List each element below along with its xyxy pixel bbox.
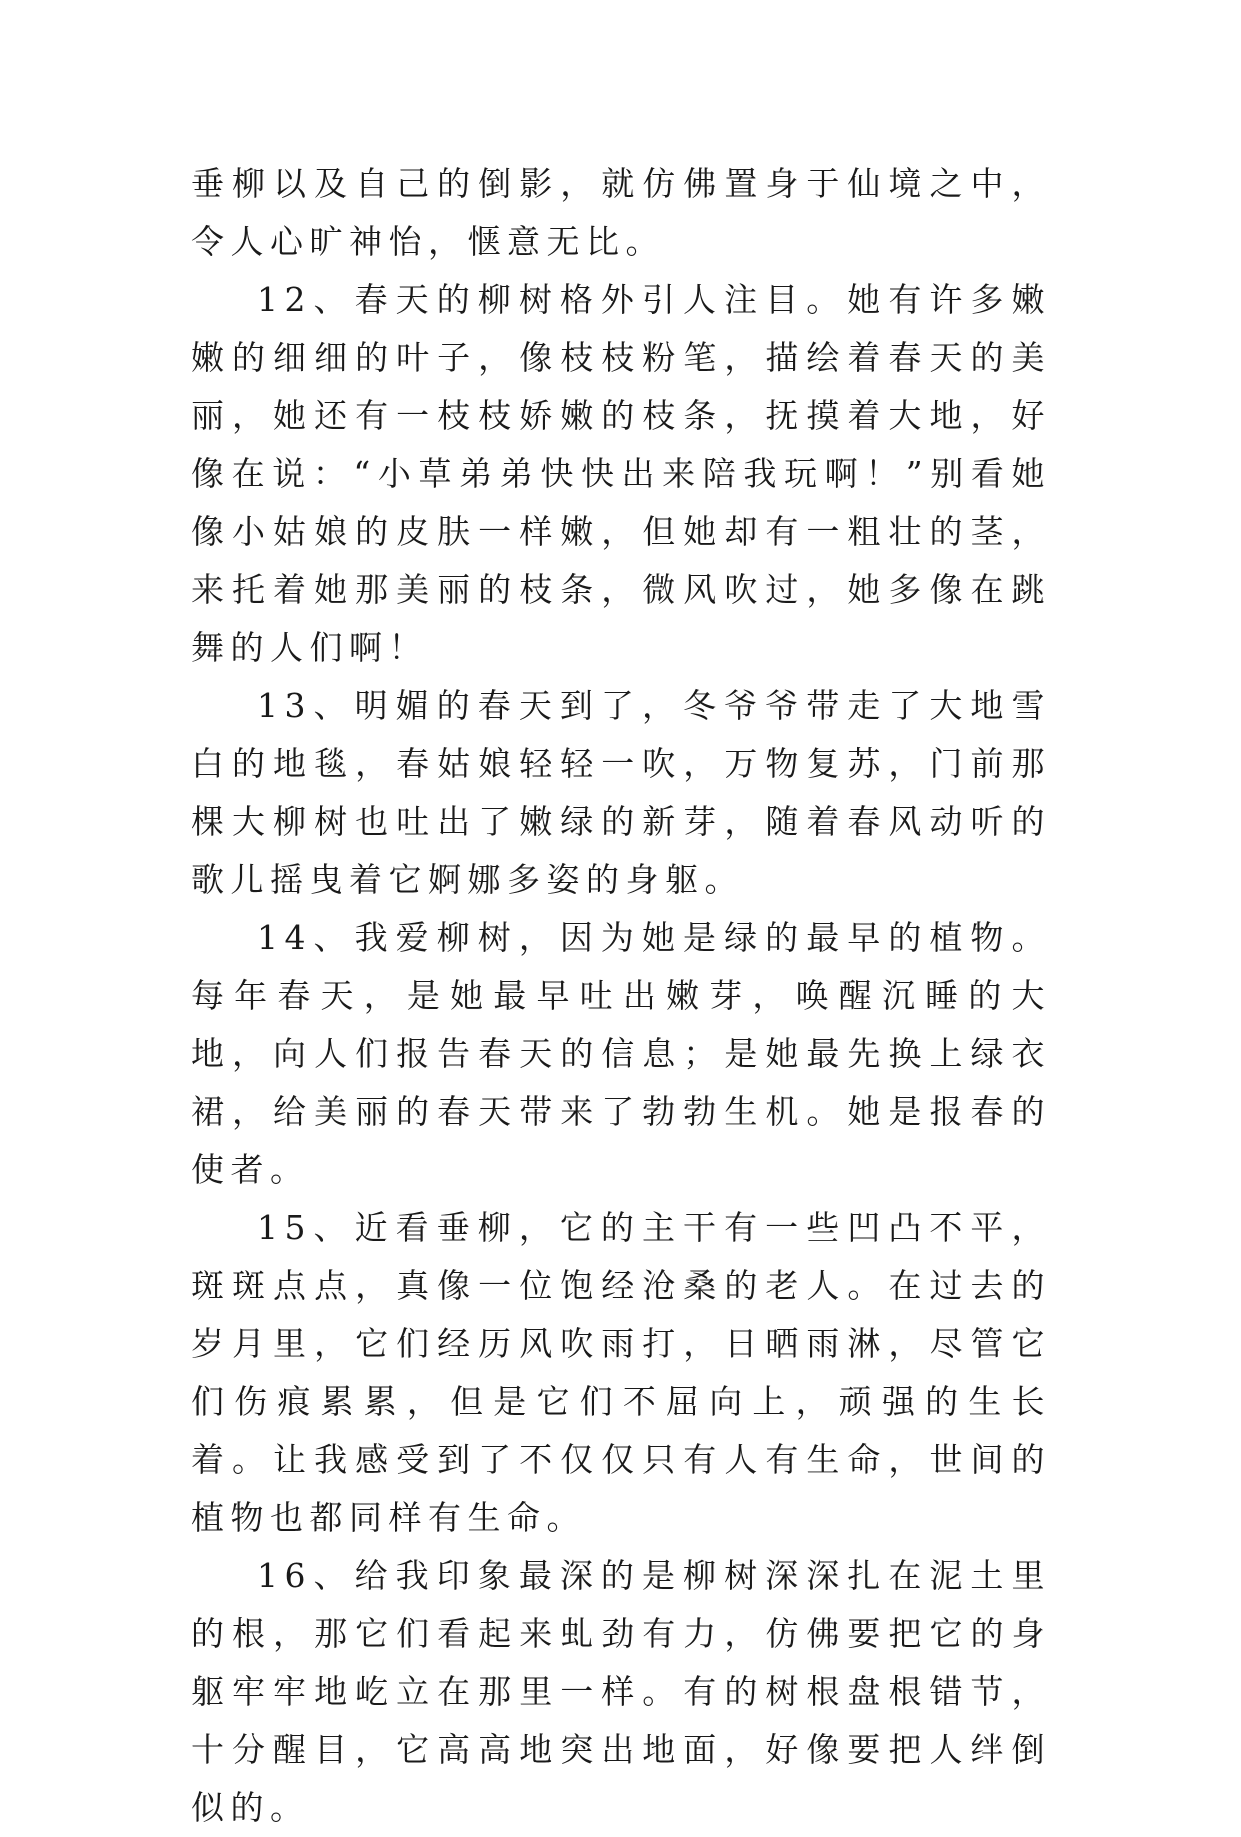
paragraph-14: 14、我爱柳树，因为她是绿的最早的植物。每年春天，是她最早吐出嫩芽，唤醒沉睡的大地，向人们报告春天的信息；是她最先换上绿衣裙，给美丽的春天带来了勃勃生机。她是报春的使者。 xyxy=(191,918,1051,1189)
paragraph-15: 15、近看垂柳，它的主干有一些凹凸不平，斑斑点点，真像一位饱经沧桑的老人。在过去的岁月里，它们经历风吹雨打，日晒雨淋，尽管它们伤痕累累，但是它们不屈向上，顽强的生长着。让我感受到了不仅仅只有人有生命，世间的植物也都同样有生命。 xyxy=(191,1208,1051,1537)
paragraph-12: 12、春天的柳树格外引人注目。她有许多嫩嫩的细细的叶子，像枝枝粉笔，描绘着春天的美丽，她还有一枝枝娇嫩的枝条，抚摸着大地，好像在说：“小草弟弟快快出来陪我玩啊！”别看她像小姑娘的皮肤一样嫩，但她却有一粗壮的茎，来托着她那美丽的枝条，微风吹过，她多像在跳舞的人们啊！ xyxy=(191,280,1051,667)
document-body xyxy=(191,155,1051,1837)
paragraph-16: 16、给我印象最深的是柳树深深扎在泥土里的根，那它们看起来虬劲有力，仿佛要把它的身躯牢牢地屹立在那里一样。有的树根盘根错节，十分醒目，它高高地突出地面，好像要把人绊倒似的。 xyxy=(191,1556,1051,1827)
paragraph-continuation: 垂柳以及自己的倒影，就仿佛置身于仙境之中，令人心旷神怡，惬意无比。 xyxy=(191,164,1051,261)
paragraph-13: 13、明媚的春天到了，冬爷爷带走了大地雪白的地毯，春姑娘轻轻一吹，万物复苏，门前那棵大柳树也吐出了嫩绿的新芽，随着春风动听的歌儿摇曳着它婀娜多姿的身躯。 xyxy=(191,686,1051,899)
